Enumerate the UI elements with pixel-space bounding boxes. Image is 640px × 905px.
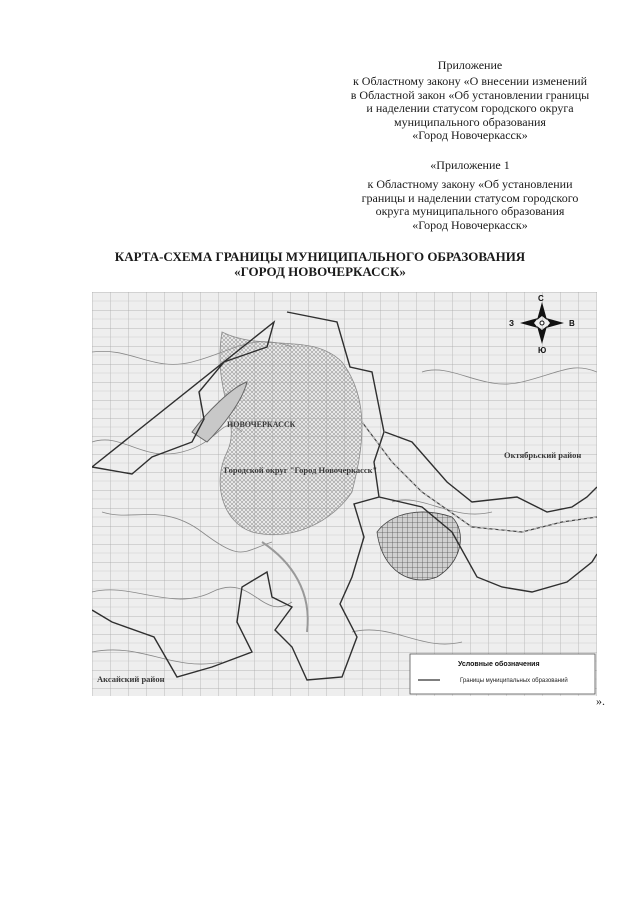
subappendix-line: к Областному закону «Об установлении xyxy=(367,177,573,192)
compass-west: З xyxy=(509,319,515,328)
subappendix-title: «Приложение 1 xyxy=(430,158,510,172)
legend-box xyxy=(410,654,595,694)
closing-mark: ». xyxy=(596,694,605,708)
appendix-line: «Город Новочеркасск» xyxy=(412,128,528,143)
appendix-subheader xyxy=(320,159,620,232)
map-title: КАРТА-СХЕМА ГРАНИЦЫ МУНИЦИПАЛЬНОГО ОБРАЗОВАНИЯ xyxy=(114,249,526,264)
subappendix-line: границы и наделении статусом городского xyxy=(361,190,579,205)
map-canvas xyxy=(92,292,597,696)
compass-north: С xyxy=(538,294,544,303)
subappendix-line: округа муниципального образования xyxy=(375,204,565,219)
compass-east: В xyxy=(569,319,575,328)
appendix-line: муниципального образования xyxy=(394,114,546,129)
district-center-label: Городской округ "Город Новочеркасск" xyxy=(224,465,378,475)
appendix-header xyxy=(320,59,620,142)
legend-item: Границы муниципальных образований xyxy=(460,678,568,684)
appendix-line: и наделении статусом городского округа xyxy=(366,101,574,116)
appendix-line: к Областному закону «О внесении изменений xyxy=(352,74,588,89)
map-subtitle: «ГОРОД НОВОЧЕРКАССК» xyxy=(234,264,406,279)
appendix-line: в Областной закон «Об установлении границы xyxy=(350,87,590,102)
legend-title: Условные обозначения xyxy=(458,661,540,668)
compass-south: Ю xyxy=(538,346,547,355)
district-southwest-label: Аксайский район xyxy=(97,674,165,684)
appendix-title: Приложение xyxy=(437,58,503,72)
city-label: НОВОЧЕРКАССК xyxy=(227,420,296,429)
district-east-label: Октябрьский район xyxy=(504,450,582,460)
subappendix-line: «Город Новочеркасск» xyxy=(412,217,528,232)
boundary-map xyxy=(92,292,597,696)
